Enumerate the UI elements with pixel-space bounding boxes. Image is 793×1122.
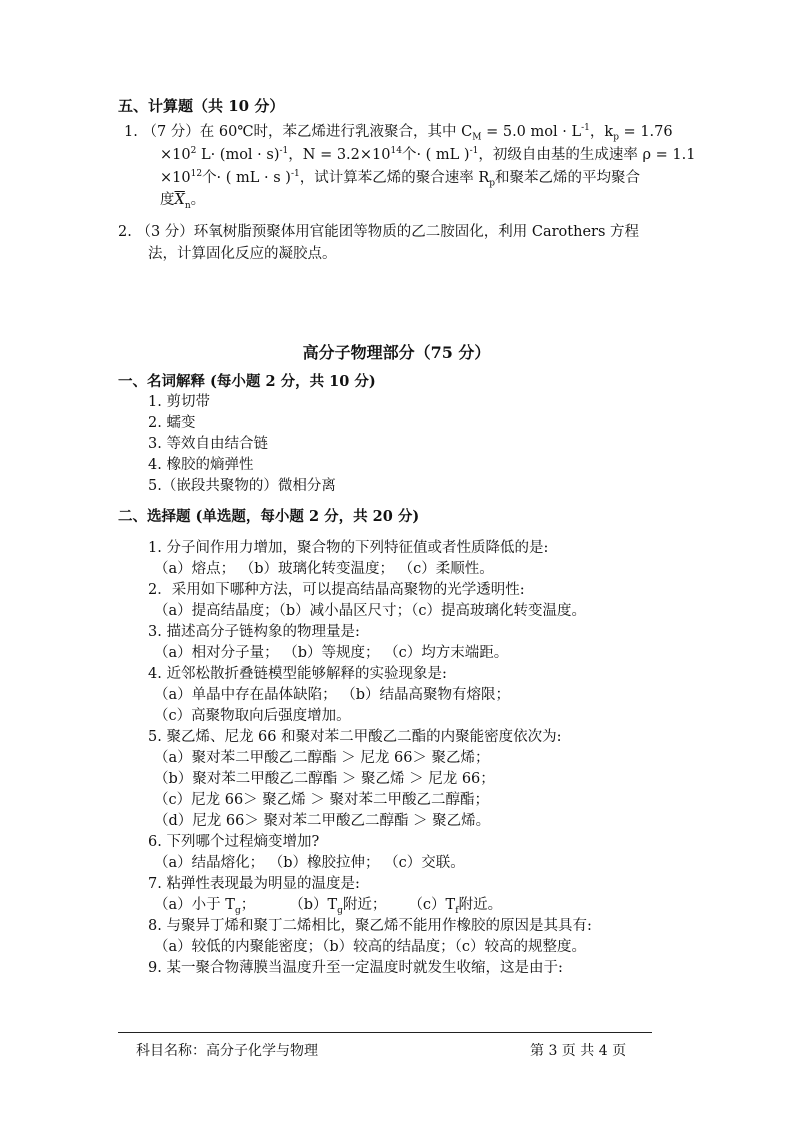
- subscript: g: [337, 905, 343, 916]
- footer-subject: 科目名称：高分子化学与物理: [136, 1043, 318, 1059]
- text: （b）T: [289, 897, 338, 913]
- choice-line: 5. 聚乙烯、尼龙 66 和聚对苯二甲酸乙二酯的内聚能密度依次为:: [148, 729, 562, 745]
- subscript: p: [613, 132, 619, 143]
- text: 度: [160, 192, 175, 208]
- calc-q1-line3: [160, 164, 640, 194]
- text: 。: [190, 192, 206, 208]
- calc-q1-line2: [160, 141, 695, 165]
- text: 附近；: [342, 897, 387, 913]
- choice-line: （a）相对分子量； （b）等规度； （c）均方末端距。: [154, 645, 509, 661]
- subscript: n: [184, 200, 191, 211]
- text: ，试计算苯乙烯的聚合速率 R: [299, 169, 490, 186]
- text: 和聚苯乙烯的平均聚合: [495, 169, 641, 186]
- superscript: -1: [279, 146, 289, 156]
- text: （c）T: [408, 897, 456, 913]
- calc-q2-line1: 2. （3 分）环氧树脂预聚体用官能团等物质的乙二胺固化，利用 Carothers 方程: [118, 224, 640, 240]
- superscript: -1: [290, 169, 300, 179]
- text: = 5.0 mol · L: [481, 123, 582, 140]
- choice-line: 8. 与聚异丁烯和聚丁二烯相比，聚乙烯不能用作橡胶的原因是其具有:: [148, 918, 592, 934]
- text: ；: [240, 897, 256, 913]
- list-item: 2. 蠕变: [148, 415, 196, 431]
- text: ，k: [589, 123, 614, 140]
- text: ，初级自由基的生成速率 ρ = 1.1: [478, 146, 696, 163]
- choice-line: 9. 某一聚合物薄膜当温度升至一定温度时就发生收缩，这是由于:: [148, 960, 563, 976]
- choice-line: （a）聚对苯二甲酸乙二醇酯 ＞ 尼龙 66＞ 聚乙烯；: [154, 750, 490, 766]
- subscript: g: [234, 905, 241, 916]
- terms-heading: 一、名词解释 (每小题 2 分，共 10 分): [118, 373, 376, 390]
- text: ，N = 3.2×10: [288, 146, 391, 163]
- text: 1. （7 分）在 60℃时，苯乙烯进行乳液聚合，其中 C: [124, 123, 473, 140]
- choice-line: 1. 分子间作用力增加，聚合物的下列特征值或者性质降低的是:: [148, 540, 549, 556]
- choice-line: （a）结晶熔化； （b）橡胶拉伸； （c）交联。: [154, 855, 465, 871]
- calc-q2-line2: 法，计算固化反应的凝胶点。: [148, 246, 337, 262]
- list-item: 1. 剪切带: [148, 394, 210, 410]
- calc-q1-line4: [160, 190, 205, 216]
- choice-line: （b）聚对苯二甲酸乙二醇酯 ＞ 聚乙烯 ＞ 尼龙 66；: [154, 771, 495, 787]
- choice-line: （a）熔点； （b）玻璃化转变温度； （c）柔顺性。: [154, 561, 494, 577]
- part-title: 高分子物理部分（75 分）: [302, 343, 491, 362]
- superscript: -1: [469, 146, 479, 156]
- choice-line: 6. 下列哪个过程熵变增加?: [148, 834, 320, 850]
- choice-heading: 二、选择题 (单选题，每小题 2 分，共 20 分): [118, 508, 420, 525]
- text: 个· ( mL ): [401, 146, 470, 163]
- choice-line: （a）单晶中存在晶体缺陷； （b）结晶高聚物有熔限；: [154, 687, 511, 703]
- list-item: 5.（嵌段共聚物的）微相分离: [148, 478, 336, 494]
- text: = 1.76: [618, 123, 673, 140]
- superscript: 12: [190, 169, 203, 179]
- text: L· (mol · s): [196, 146, 280, 163]
- text: 个· ( mL · s ): [202, 169, 291, 186]
- choice-line: （a）较低的内聚能密度；（b）较高的结晶度；（c）较高的规整度。: [154, 939, 587, 955]
- choice-line: （d）尼龙 66＞ 聚对苯二甲酸乙二醇酯 ＞ 聚乙烯。: [154, 813, 491, 829]
- choice-line: 3. 描述高分子链构象的物理量是:: [148, 624, 360, 640]
- subscript: f: [455, 905, 459, 916]
- choice-line: （a）提高结晶度；（b）减小晶区尺寸；（c）提高玻璃化转变温度。: [154, 603, 587, 619]
- choice-line: （c）高聚物取向后强度增加。: [154, 708, 351, 724]
- superscript: -1: [581, 123, 590, 133]
- text: ×10: [160, 146, 191, 163]
- calc-heading: 五、计算题（共 10 分）: [118, 97, 285, 115]
- choice-line: 2．采用如下哪种方法，可以提高结晶高聚物的光学透明性:: [148, 582, 525, 598]
- superscript: 2: [190, 146, 197, 156]
- text: （a）小于 T: [154, 897, 235, 913]
- list-item: 3. 等效自由结合链: [148, 436, 268, 452]
- superscript: 14: [390, 146, 402, 156]
- subscript: M: [472, 132, 482, 143]
- choice-line: （c）尼龙 66＞ 聚乙烯 ＞ 聚对苯二甲酸乙二醇酯；: [154, 792, 490, 808]
- list-item: 4. 橡胶的熵弹性: [148, 457, 254, 473]
- choice-line: 4. 近邻松散折叠链模型能够解释的实验现象是:: [148, 666, 447, 682]
- subscript: p: [489, 178, 496, 189]
- choice-line: 7. 粘弹性表现最为明显的温度是:: [148, 876, 360, 892]
- footer-divider: [118, 1032, 652, 1033]
- footer-page-number: 第 3 页 共 4 页: [530, 1043, 627, 1059]
- math-symbol: $\overline{X}$: [174, 192, 185, 208]
- text: ×10: [160, 169, 191, 186]
- text: 附近。: [458, 897, 503, 913]
